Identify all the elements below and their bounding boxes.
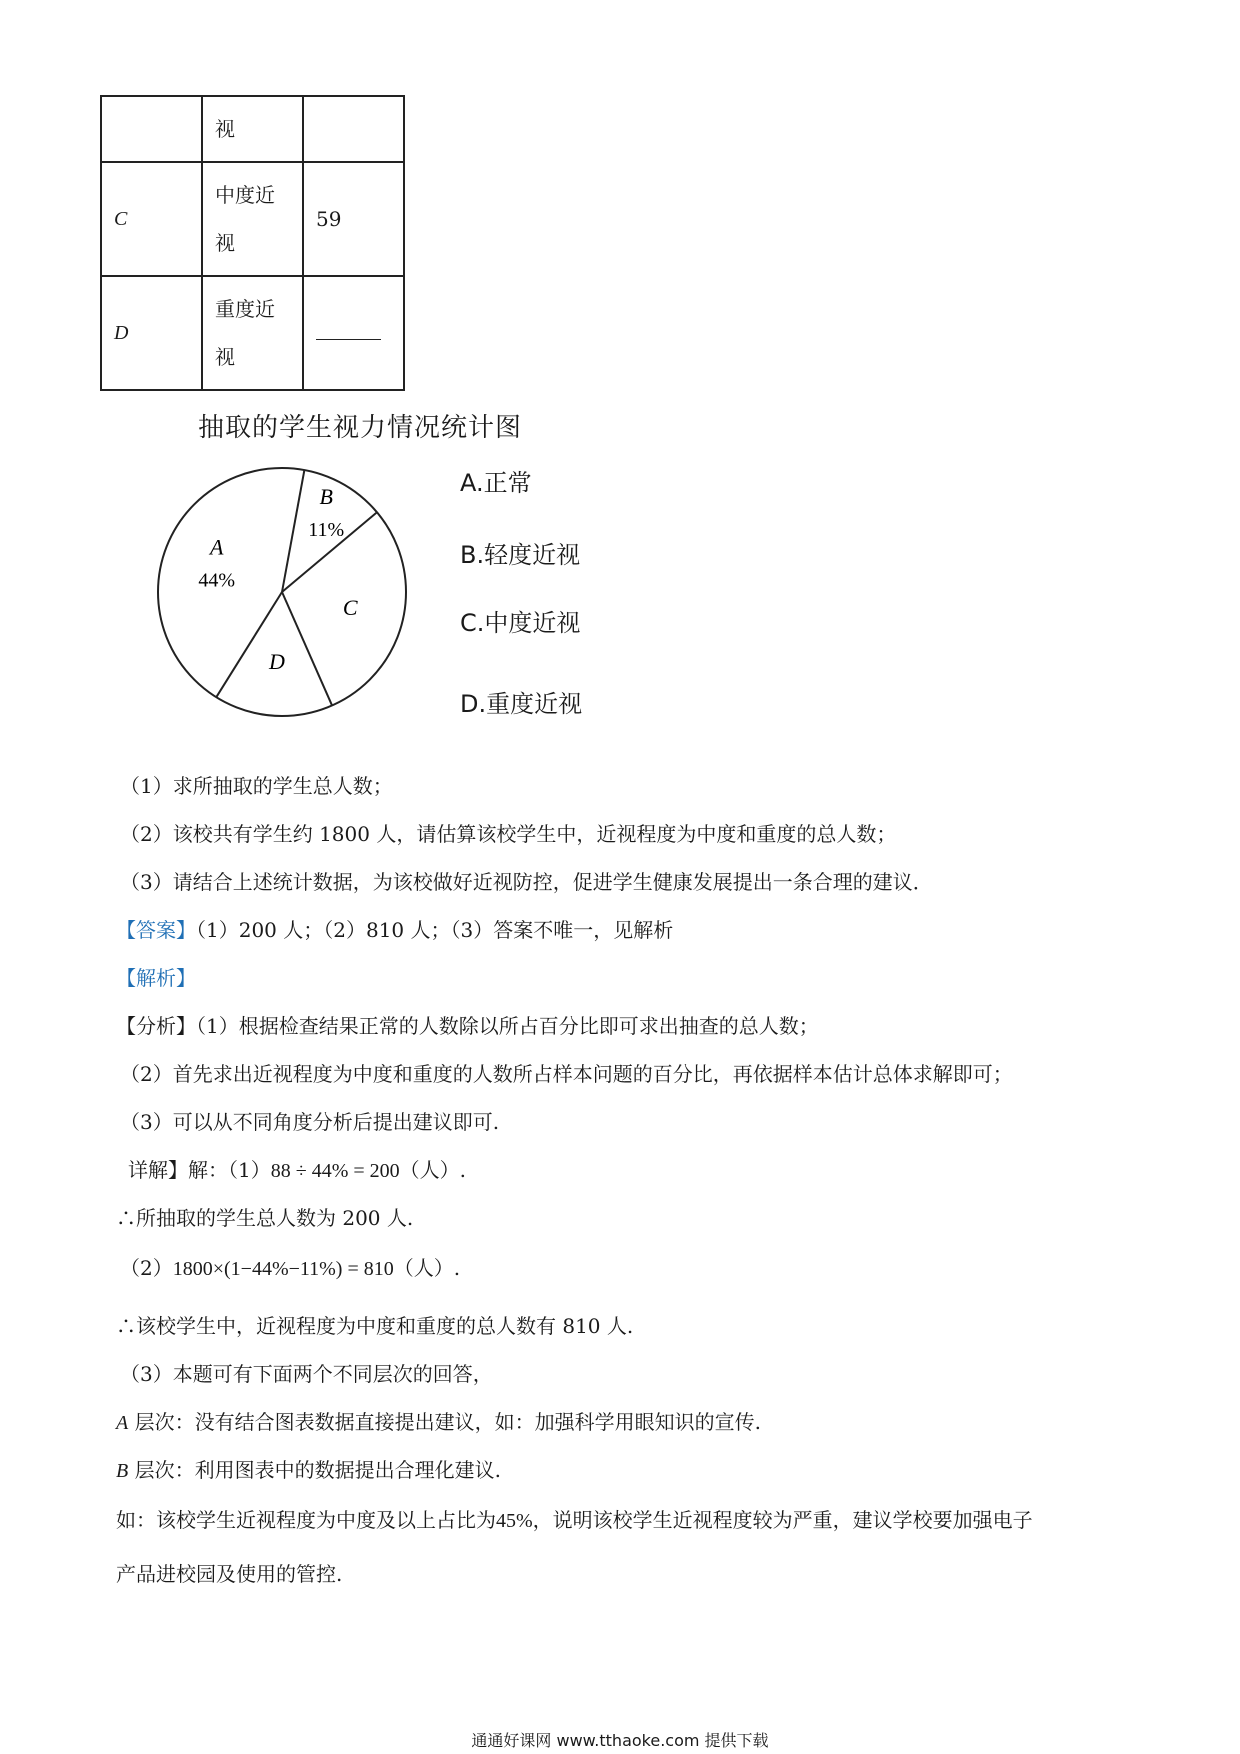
example-num: 45% [496, 1510, 533, 1532]
table-cell-count-blank [303, 276, 404, 390]
table-cell-label [202, 162, 303, 276]
detail-line-1 [128, 1154, 466, 1183]
detail-suffix-2: （人）. [393, 1256, 461, 1280]
detail-line-5: （3）本题可有下面两个不同层次的回答， [120, 1362, 493, 1386]
pie-slice-label: C [342, 594, 358, 620]
answer-text: （1）200 人；（2）810 人；（3）答案不唯一，见解析 [196, 918, 674, 942]
label-line: 重度近 [215, 297, 275, 321]
detail-line-4: ∴该校学生中，近视程度为中度和重度的总人数有 810 人. [116, 1314, 634, 1338]
legend-item: B.轻度近视 [460, 541, 581, 569]
example-post: ，说明该校学生近视程度较为严重，建议学校要加强电子 [532, 1508, 1033, 1532]
example-pre: 如：该校学生近视程度为中度及以上占比为 [116, 1508, 496, 1532]
table-row [101, 96, 404, 162]
label-line: 视 [215, 345, 235, 369]
chart-title: 抽取的学生视力情况统计图 [198, 413, 523, 443]
level-b-line [116, 1454, 501, 1483]
analysis-line-2: （2）首先求出近视程度为中度和重度的人数所占样本问题的百分比，再依据样本估计总体求解即可； [120, 1062, 1013, 1086]
fenxi-text: （1）根据检查结果正常的人数除以所占百分比即可求出抽查的总人数； [196, 1014, 819, 1038]
level-a-tag: A [116, 1412, 129, 1434]
analysis-line-3: （3）可以从不同角度分析后提出建议即可. [120, 1110, 500, 1134]
detail-line-2: ∴所抽取的学生总人数为 200 人. [116, 1206, 414, 1230]
example-line-2: 产品进校园及使用的管控. [116, 1562, 343, 1586]
label-line: 中度近 [215, 183, 275, 207]
label-line: 视 [215, 231, 235, 255]
pie-slice-label: A [210, 534, 224, 560]
table-cell-level: C [101, 162, 202, 276]
pie-slice-boundary [282, 592, 332, 705]
question-3: （3）请结合上述统计数据，为该校做好近视防控，促进学生健康发展提出一条合理的建议． [120, 870, 933, 894]
formula-1: 88 ÷ 44% = 200 [270, 1160, 400, 1182]
answer-blank [316, 329, 381, 340]
answer-tag: 【答案】 [116, 918, 196, 942]
pie-slice-label: D [269, 648, 285, 674]
detail-prefix-2: （2） [120, 1256, 173, 1280]
legend-item: A.正常 [460, 469, 532, 497]
table-row [101, 276, 404, 390]
answer-line [116, 914, 673, 943]
detail-prefix: 详解】解：（1） [128, 1158, 271, 1182]
footer: 通通好课网 www.tthaoke.com 提供下载 [471, 1731, 769, 1750]
table-cell-label [202, 96, 303, 162]
table-cell-level: D [101, 276, 202, 390]
analysis-tag: 【解析】 [116, 966, 196, 990]
table-row [101, 162, 404, 276]
question-1: （1）求所抽取的学生总人数； [120, 774, 393, 798]
level-a-text: 层次：没有结合图表数据直接提出建议，如：加强科学用眼知识的宣传. [128, 1410, 761, 1434]
table-cell-count: 59 [303, 162, 404, 276]
formula-2: 1800×(1−44%−11%) = 810 [172, 1258, 394, 1280]
level-b-text: 层次：利用图表中的数据提出合理化建议. [128, 1458, 501, 1482]
fenxi-line [116, 1010, 819, 1039]
detail-suffix: （人）. [399, 1158, 467, 1182]
vision-table [100, 95, 405, 391]
example-line-1 [116, 1504, 1033, 1533]
pie-slice-label: B [319, 483, 333, 509]
pie-slice-percent: 44% [198, 569, 236, 592]
pie-slice-percent: 11% [308, 518, 345, 541]
table-cell-count [303, 96, 404, 162]
pie-chart [130, 440, 450, 740]
detail-line-3 [120, 1252, 460, 1281]
legend-item: C.中度近视 [460, 609, 581, 637]
pie-slice-boundary [282, 470, 304, 592]
level-a-line [116, 1406, 761, 1435]
fenxi-tag: 【分析】 [116, 1014, 196, 1038]
pie-slice-boundary [216, 592, 282, 697]
table-cell-label [202, 276, 303, 390]
level-b-tag: B [116, 1460, 129, 1482]
label-line: 视 [215, 117, 235, 141]
legend-item: D.重度近视 [460, 690, 583, 718]
question-2: （2）该校共有学生约 1800 人，请估算该校学生中，近视程度为中度和重度的总人数； [120, 822, 897, 846]
table-cell-level [101, 96, 202, 162]
